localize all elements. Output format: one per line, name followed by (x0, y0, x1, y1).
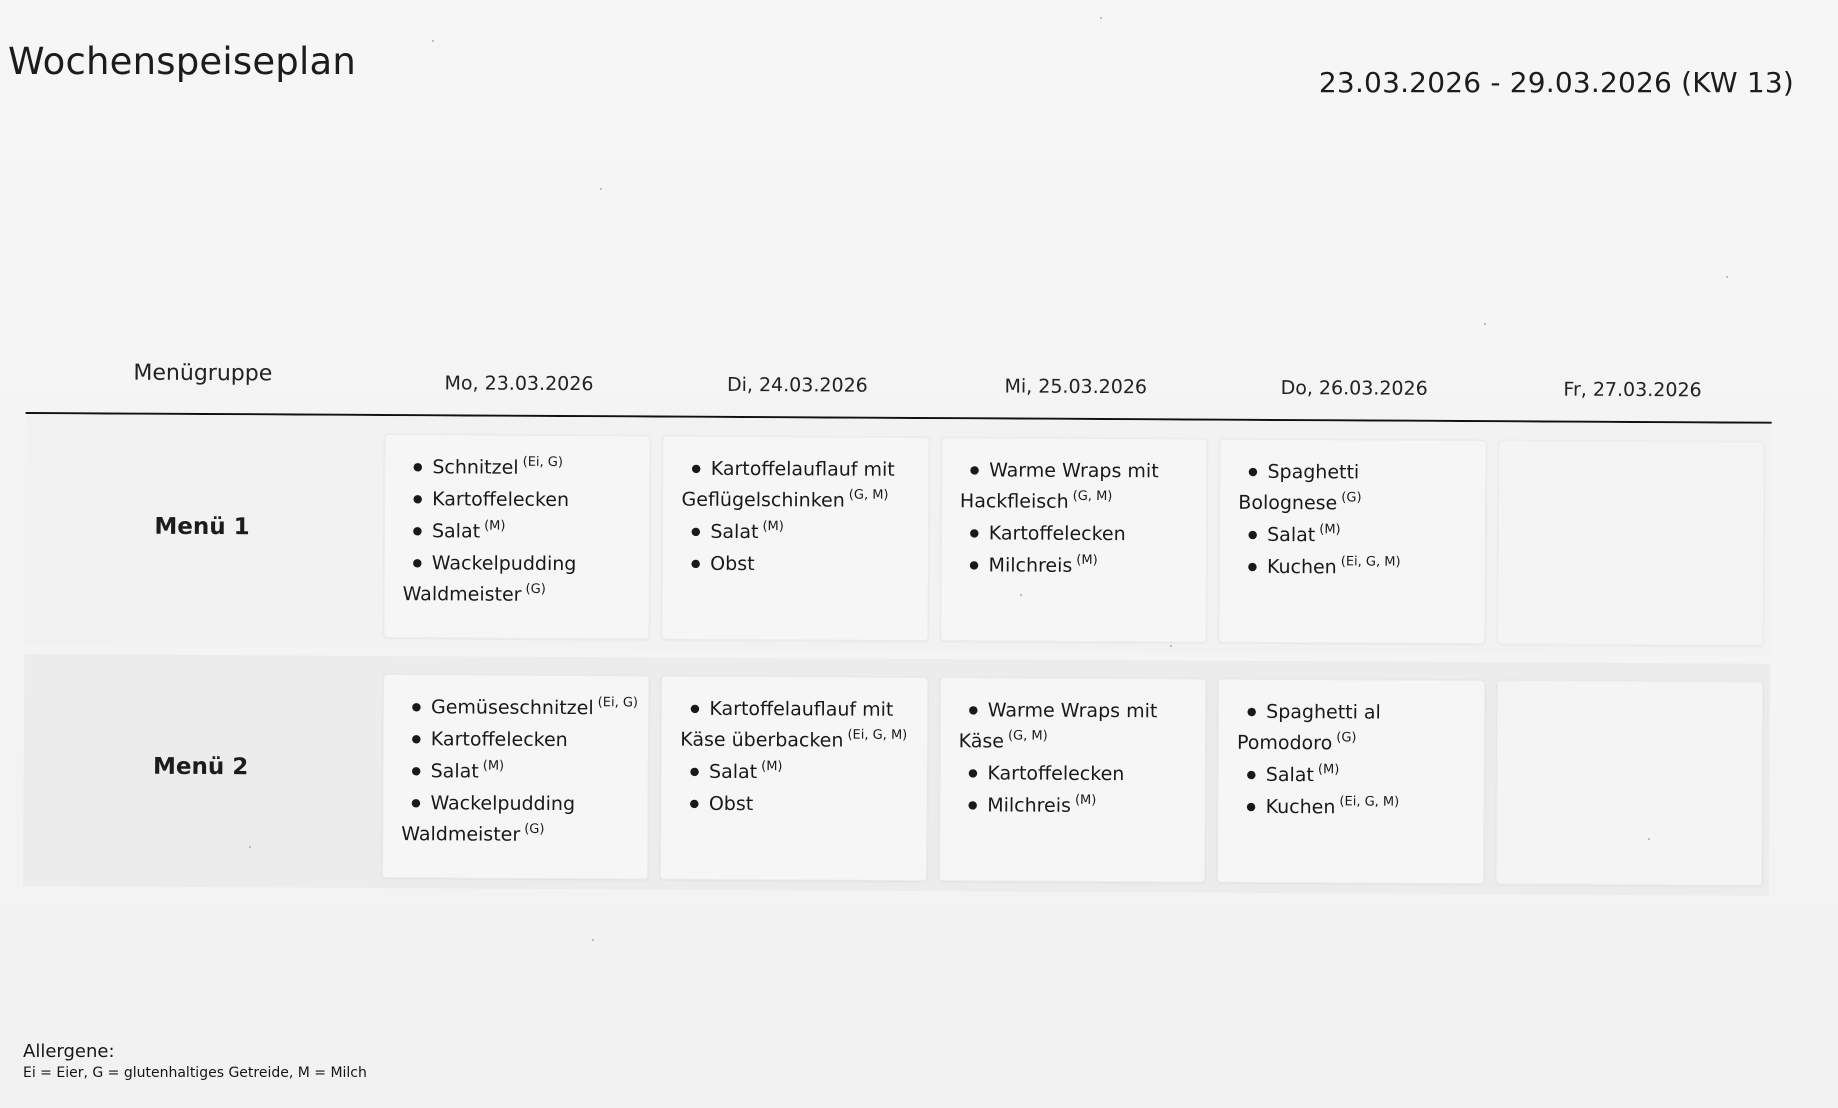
allergen-code: (G) (1336, 730, 1357, 746)
menu-row-1 (24, 414, 1771, 656)
dish-name: Salat (710, 520, 759, 544)
dish-item (1237, 791, 1474, 824)
menu-2-wednesday-card (939, 677, 1207, 882)
allergen-code: (M) (762, 519, 784, 535)
table-header-row (26, 350, 1772, 424)
scan-speck (1100, 17, 1102, 19)
dish-item (1237, 696, 1474, 760)
allergen-code: (G, M) (848, 487, 889, 503)
allergen-code: (Ei, G, M) (1340, 554, 1401, 570)
page-title: Wochenspeiseplan (8, 40, 356, 83)
allergen-code: (G) (1341, 490, 1362, 506)
dish-item (681, 516, 918, 549)
scan-speck (1170, 645, 1172, 647)
dish-name: Milchreis (988, 554, 1073, 577)
dish-name: Kuchen (1266, 555, 1337, 579)
dish-name: Obst (708, 792, 754, 816)
bullet-dot-icon: ● (412, 556, 423, 570)
menu-1-friday-card (1497, 440, 1765, 645)
allergen-code: (M) (482, 758, 505, 774)
dish-item (681, 453, 918, 517)
menu-name: Menü 2 (152, 753, 249, 781)
menu-1-thursday-card (1219, 439, 1487, 644)
scan-speck (592, 939, 594, 941)
menu-1-monday-card (383, 434, 651, 639)
dish-item (402, 723, 639, 756)
allergen-code: (Ei, G, M) (1339, 794, 1400, 810)
dish-name: Kartoffelecken (432, 488, 570, 512)
dish-name: Spaghetti Bolognese (1238, 460, 1360, 515)
dish-item (403, 483, 640, 516)
weekly-menu-table (23, 350, 1772, 896)
dish-item (1237, 759, 1474, 792)
allergen-code: (Ei, G, M) (847, 727, 908, 743)
bullet-dot-icon: ● (968, 703, 979, 717)
bullet-dot-icon: ● (967, 798, 978, 812)
scan-speck (249, 846, 251, 848)
menu-2-friday-card (1496, 680, 1764, 885)
bullet-dot-icon: ● (1247, 527, 1258, 541)
dish-item (1238, 519, 1475, 552)
allergen-legend (23, 1041, 367, 1081)
dish-item (402, 755, 639, 788)
bullet-dot-icon: ● (1246, 767, 1257, 781)
menu-name: Menü 1 (154, 513, 250, 541)
scan-speck (600, 188, 602, 190)
menu-row-2 (23, 654, 1770, 896)
allergen-code: (G, M) (1007, 728, 1048, 744)
dish-item (960, 454, 1197, 518)
scan-speck (1484, 323, 1486, 325)
menu-1-wednesday-card (940, 437, 1208, 642)
bullet-dot-icon: ● (1246, 704, 1257, 718)
dish-name: Kartoffelecken (430, 728, 568, 752)
menu-2-thursday-card (1217, 679, 1485, 884)
scan-speck (1020, 594, 1022, 596)
dish-name: Wackelpudding Waldmeister (401, 792, 576, 846)
scan-speck (1726, 276, 1728, 278)
dish-name: Salat (431, 520, 481, 543)
allergen-code: (M) (484, 518, 506, 534)
allergen-code: (G, M) (1072, 488, 1113, 505)
dish-item (960, 517, 1197, 550)
dish-item (403, 451, 640, 484)
menu-1-tuesday-card (662, 436, 930, 641)
bullet-dot-icon: ● (1248, 464, 1258, 478)
allergen-code: (M) (1319, 522, 1341, 538)
bullet-dot-icon: ● (689, 764, 700, 778)
allergen-code: (G) (524, 821, 545, 837)
allergen-code: (M) (1076, 552, 1098, 568)
dish-name: Salat (1265, 763, 1314, 787)
menu-group-header: Menügruppe (133, 360, 273, 386)
bullet-dot-icon: ● (691, 524, 701, 538)
dish-name: Salat (708, 760, 758, 784)
dish-name: Kuchen (1265, 795, 1336, 819)
dish-item (403, 547, 640, 611)
dish-item (1238, 551, 1475, 584)
dish-name: Kartoffelauflauf mit Geflügelschinken (681, 457, 895, 512)
bullet-dot-icon: ● (411, 796, 421, 810)
dish-name: Kartoffelecken (987, 762, 1125, 786)
dish-item (959, 694, 1196, 758)
dish-item (958, 789, 1195, 822)
dish-name: Warme Wraps mit Käse (958, 699, 1158, 753)
day-header-friday: Fr, 27.03.2026 (1563, 378, 1702, 402)
scan-speck (432, 40, 434, 42)
bullet-dot-icon: ● (968, 766, 978, 780)
dish-item (960, 549, 1197, 582)
dish-item (401, 787, 638, 851)
bullet-dot-icon: ● (969, 558, 979, 572)
bullet-dot-icon: ● (411, 764, 421, 778)
dish-name: Kartoffelecken (988, 522, 1126, 546)
dish-name: Obst (710, 552, 755, 576)
day-header-thursday: Do, 26.03.2026 (1280, 377, 1428, 400)
menu-2-monday-card (382, 674, 650, 879)
day-header-wednesday: Mi, 25.03.2026 (1004, 375, 1148, 399)
allergen-code: (Ei, G) (522, 454, 564, 471)
dish-name: Warme Wraps mit Hackfleisch (959, 459, 1159, 513)
dish-item (680, 788, 917, 821)
bullet-dot-icon: ● (969, 463, 980, 477)
dish-name: Schnitzel (432, 456, 519, 479)
dish-item (402, 691, 639, 724)
date-range: 23.03.2026 - 29.03.2026 (KW 13) (1318, 66, 1794, 99)
bullet-dot-icon: ● (689, 796, 700, 810)
scan-speck (1648, 838, 1650, 840)
bullet-dot-icon: ● (411, 732, 422, 746)
bullet-dot-icon: ● (412, 524, 423, 538)
bullet-dot-icon: ● (691, 461, 702, 475)
bullet-dot-icon: ● (690, 701, 700, 715)
bullet-dot-icon: ● (690, 556, 701, 570)
bullet-dot-icon: ● (411, 700, 422, 714)
dish-item (680, 756, 917, 789)
dish-item (958, 757, 1195, 790)
allergen-code: (M) (761, 759, 783, 775)
dish-item (681, 548, 918, 581)
bullet-dot-icon: ● (1247, 559, 1258, 573)
dish-name: Kartoffelauflauf mit Käse überbacken (680, 697, 894, 752)
allergen-code: (M) (1074, 792, 1097, 808)
dish-name: Salat (430, 760, 479, 783)
allergen-code: (G) (525, 581, 546, 597)
bullet-dot-icon: ● (412, 492, 423, 506)
bullet-dot-icon: ● (413, 460, 423, 474)
dish-name: Spaghetti al Pomodoro (1236, 700, 1381, 755)
day-header-tuesday: Di, 24.03.2026 (726, 373, 868, 397)
dish-name: Salat (1267, 523, 1316, 547)
legend-title: Allergene: (23, 1041, 115, 1062)
dish-item (680, 693, 917, 757)
dish-name: Wackelpudding Waldmeister (402, 552, 577, 606)
day-header-monday: Mo, 23.03.2026 (444, 372, 594, 396)
bullet-dot-icon: ● (1246, 799, 1256, 813)
legend-text: Ei = Eier, G = glutenhaltiges Getreide, M = Milch (23, 1065, 367, 1081)
dish-item (403, 515, 640, 548)
dish-item (1238, 456, 1475, 520)
allergen-code: (M) (1317, 762, 1340, 778)
dish-name: Gemüseschnitzel (430, 696, 594, 720)
bullet-dot-icon: ● (969, 526, 980, 540)
menu-2-tuesday-card (660, 676, 928, 881)
allergen-code: (Ei, G) (597, 695, 639, 711)
dish-name: Milchreis (987, 794, 1072, 817)
